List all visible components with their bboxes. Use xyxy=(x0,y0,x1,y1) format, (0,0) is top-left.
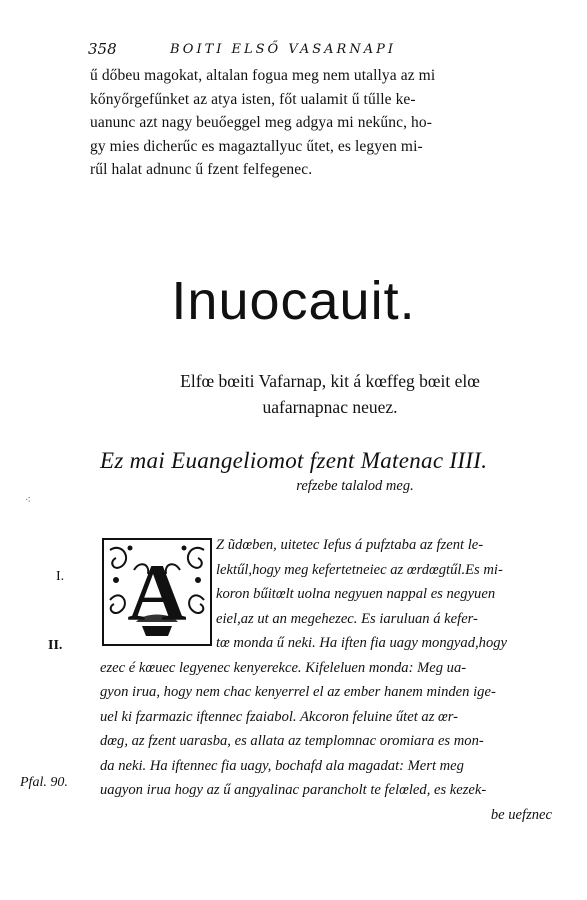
body-line: be uefznec xyxy=(490,806,552,823)
text-line: kőnyőrgefűnket az atya isten, főt ualamit ű tűlle ke- xyxy=(90,90,416,108)
section-subtitle xyxy=(95,368,565,420)
text-line: gy mies dicherűc es magaztallyuc űtet, es legyen mi- xyxy=(90,137,423,155)
decorated-initial xyxy=(102,538,212,646)
running-title: BOITI ELSŐ VASARNAPI xyxy=(170,42,396,57)
running-head xyxy=(88,40,468,62)
gospel-heading-line: refzebe talalod meg. xyxy=(296,478,414,494)
body-line: da neki. Ha iftennec fia uagy, bochafd ala magadat: Mert meg xyxy=(100,757,464,774)
text-line: ű dőbeu magokat, altalan fogua meg nem utallya az mi xyxy=(90,67,436,84)
margin-note: Pfal. 90. xyxy=(20,775,68,790)
ornament-icon xyxy=(104,540,210,644)
subtitle-line: Elfœ bœiti Vafarnap, kit á kœffeg bœit elœ xyxy=(180,371,480,391)
body-line: lektűl,hogy meg kefertetneiec az œrdœgtűl.Es mi- xyxy=(216,561,503,578)
body-line: dœg, az fzent uarasba, es allata az templomnac oromiara es mon- xyxy=(100,733,484,749)
section-title: Inuocauit. xyxy=(171,271,416,331)
subtitle-line: uafarnapnac neuez. xyxy=(262,397,398,417)
margin-note: I. xyxy=(56,569,65,584)
body-line: Z ũdœben, uitetec Iefus á pufztaba az fzent le- xyxy=(216,537,484,553)
body-line: tœ monda ű neki. Ha iften fia uagy mongyad,hogy xyxy=(216,635,508,651)
page-number: 358 xyxy=(88,40,117,58)
carried-over-paragraph xyxy=(90,64,560,182)
body-line: gyon irua, hogy nem chac kenyerrel el az ember hanem minden ige- xyxy=(100,684,496,700)
margin-note: II. xyxy=(48,638,63,653)
text-line: rűl halat adnunc ű fzent felfegenec. xyxy=(90,161,313,178)
ink-speck: ⁖ xyxy=(25,495,31,506)
body-line: uel ki fzarmazic iftennec fzaiabol. Akcoron feluine űtet az œr- xyxy=(100,708,459,725)
text-line: uanunc azt nagy beuőeggel meg adgya mi nekűnc, ho- xyxy=(90,114,433,131)
initial-letter: A xyxy=(127,547,187,638)
body-line: uagyon irua hogy az ű angyalinac parancholt te felœled, es kezek- xyxy=(100,782,487,798)
body-line: koron bűitœlt uolna negyuen nappal es negyuen xyxy=(216,586,496,602)
gospel-heading-line: Ez mai Euangeliomot fzent Matenac IIII. xyxy=(100,448,488,473)
body-line: eiel,az ut an megehezec. Es iaruluan á kefer- xyxy=(216,610,478,627)
gospel-heading xyxy=(100,448,570,495)
body-line: ezec é kœuec legyenec kenyerekce. Kifeleluen monda: Meg ua- xyxy=(100,659,467,676)
